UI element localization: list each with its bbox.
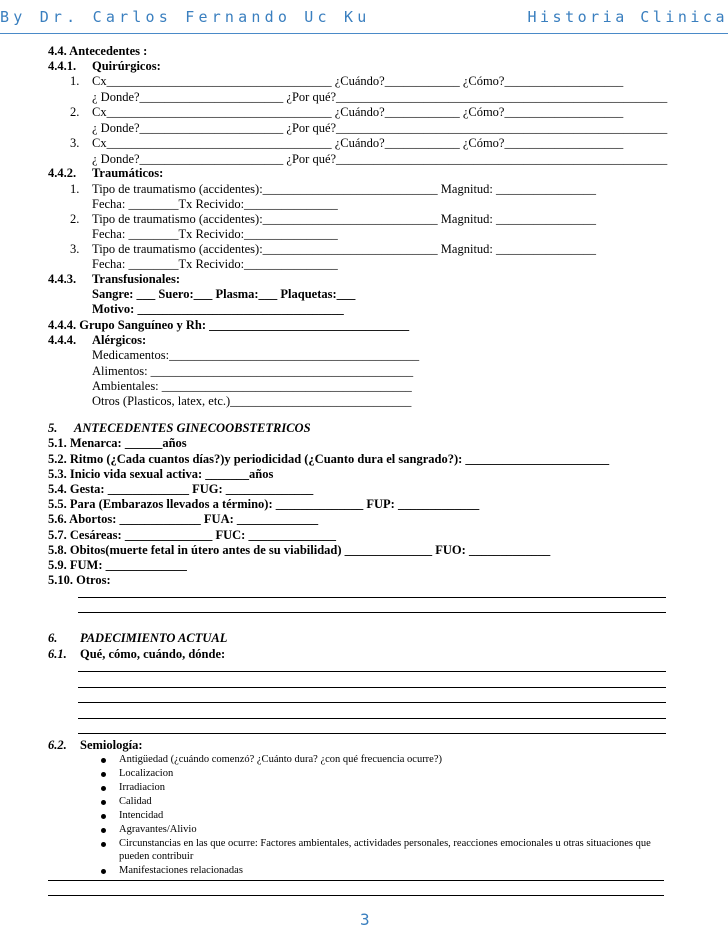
otros-write-line[interactable]	[78, 612, 666, 613]
semiologia-item: Antigüedad (¿cuándo comenzó? ¿Cuánto dura? ¿con qué frecuencia ocurre?)	[119, 754, 442, 765]
quirurgico-line-b[interactable]: ¿ Donde?_______________________ ¿Por qué?_____________________________________________________	[92, 90, 668, 104]
semiologia-item: Irradiacion	[119, 782, 166, 793]
traumatico-line-b[interactable]: Fecha: ________Tx Recivido:_______________	[92, 227, 338, 241]
gineco-gesta[interactable]: 5.4. Gesta: _____________ FUG: ______________	[48, 482, 314, 496]
section-alergicos-title: Alérgicos:	[92, 333, 147, 347]
padecimiento-write-line[interactable]	[78, 702, 666, 703]
gineco-abortos[interactable]: 5.6. Abortos: _____________ FUA: _____________	[48, 512, 319, 526]
alergico-alimentos[interactable]: Alimentos: __________________________________________	[92, 364, 414, 378]
bullet	[101, 800, 106, 805]
notes-write-line[interactable]	[48, 895, 664, 896]
alergico-medicamentos[interactable]: Medicamentos:________________________________________	[92, 348, 420, 362]
bullet	[101, 786, 106, 791]
semiologia-item: Intencidad	[119, 810, 164, 821]
bullet	[101, 814, 106, 819]
section-5-title: ANTECEDENTES GINECOOBSTETRICOS	[74, 421, 311, 435]
gineco-ivsa[interactable]: 5.3. Inicio vida sexual activa: _______años	[48, 467, 274, 481]
semiologia-item-cont: pueden contribuir	[119, 851, 194, 862]
notes-write-line[interactable]	[48, 880, 664, 881]
quirurgico-line-b[interactable]: ¿ Donde?_______________________ ¿Por qué?_____________________________________________________	[92, 152, 668, 166]
traumatico-line-a[interactable]: Tipo de traumatismo (accidentes):____________________________ Magnitud: ________________	[92, 182, 597, 196]
grupo-sanguineo[interactable]: 4.4.4. Grupo Sanguíneo y Rh: ________________________________	[48, 318, 410, 332]
traumatico-line-b[interactable]: Fecha: ________Tx Recivido:_______________	[92, 197, 338, 211]
page-number: 3	[360, 910, 370, 929]
header-title: Historia Clinica	[527, 8, 728, 26]
traumatico-num: 3.	[70, 242, 80, 256]
section-6-num: 6.	[48, 631, 58, 645]
gineco-ritmo[interactable]: 5.2. Ritmo (¿Cada cuantos días?)y periodicidad (¿Cuanto dura el sangrado?): _______________________	[48, 452, 610, 466]
header-author: By Dr. Carlos Fernando Uc Ku	[0, 8, 371, 26]
gineco-para[interactable]: 5.5. Para (Embarazos llevados a término): ______________ FUP: _____________	[48, 497, 480, 511]
section-4-4-3-title: Transfusionales:	[92, 272, 180, 286]
padecimiento-write-line[interactable]	[78, 687, 666, 688]
semiologia-item: Circunstancias en las que ocurre: Factores ambientales, actividades personales, reacciones emocionales u otras situaciones que	[119, 838, 651, 849]
semiologia-item: Agravantes/Alivio	[119, 824, 197, 835]
semiologia-item: Localizacion	[119, 768, 174, 779]
gineco-obitos[interactable]: 5.8. Obitos(muerte fetal in útero antes de su viabilidad) ______________ FUO: _____________	[48, 543, 551, 557]
traumatico-line-b[interactable]: Fecha: ________Tx Recivido:_______________	[92, 257, 338, 271]
quirurgico-line-a[interactable]: Cx____________________________________ ¿Cuándo?____________ ¿Cómo?___________________	[92, 136, 624, 150]
section-6-2-num: 6.2.	[48, 738, 67, 752]
quirurgico-line-b[interactable]: ¿ Donde?_______________________ ¿Por qué?_____________________________________________________	[92, 121, 668, 135]
gineco-fum[interactable]: 5.9. FUM: _____________	[48, 558, 187, 572]
semiologia-item: Manifestaciones relacionadas	[119, 865, 243, 876]
bullet	[101, 772, 106, 777]
quirurgico-num: 2.	[70, 105, 80, 119]
section-4-4-2-title: Traumáticos:	[92, 166, 164, 180]
section-4-4-3-num: 4.4.3.	[48, 272, 77, 286]
header-rule	[0, 33, 728, 34]
section-5-num: 5.	[48, 421, 58, 435]
semiologia-item: Calidad	[119, 796, 152, 807]
section-6-title: PADECIMIENTO ACTUAL	[80, 631, 228, 645]
bullet	[101, 758, 106, 763]
gineco-menarca[interactable]: 5.1. Menarca: ______años	[48, 436, 187, 450]
bullet	[101, 828, 106, 833]
padecimiento-write-line[interactable]	[78, 718, 666, 719]
transfusion-components[interactable]: Sangre: ___ Suero:___ Plasma:___ Plaquetas:___	[92, 287, 356, 301]
quirurgico-num: 1.	[70, 74, 80, 88]
quirurgico-line-a[interactable]: Cx____________________________________ ¿Cuándo?____________ ¿Cómo?___________________	[92, 74, 624, 88]
bullet	[101, 842, 106, 847]
transfusion-motivo[interactable]: Motivo: _________________________________	[92, 302, 344, 316]
traumatico-line-a[interactable]: Tipo de traumatismo (accidentes):____________________________ Magnitud: ________________	[92, 242, 597, 256]
padecimiento-write-line[interactable]	[78, 671, 666, 672]
padecimiento-write-line[interactable]	[78, 733, 666, 734]
gineco-otros: 5.10. Otros:	[48, 573, 111, 587]
section-6-1-title: Qué, cómo, cuándo, dónde:	[80, 647, 226, 661]
section-4-4-1-num: 4.4.1.	[48, 59, 77, 73]
section-4-4-2-num: 4.4.2.	[48, 166, 77, 180]
section-alergicos-num: 4.4.4.	[48, 333, 77, 347]
quirurgico-num: 3.	[70, 136, 80, 150]
quirurgico-line-a[interactable]: Cx____________________________________ ¿Cuándo?____________ ¿Cómo?___________________	[92, 105, 624, 119]
section-4-4-1-title: Quirúrgicos:	[92, 59, 161, 73]
traumatico-num: 1.	[70, 182, 80, 196]
traumatico-num: 2.	[70, 212, 80, 226]
alergico-otros[interactable]: Otros (Plasticos, latex, etc.)_____________________________	[92, 394, 412, 408]
gineco-cesareas[interactable]: 5.7. Cesáreas: ______________ FUC: ______________	[48, 528, 336, 542]
otros-write-line[interactable]	[78, 597, 666, 598]
bullet	[101, 869, 106, 874]
traumatico-line-a[interactable]: Tipo de traumatismo (accidentes):____________________________ Magnitud: ________________	[92, 212, 597, 226]
section-4-4-title: 4.4. Antecedentes :	[48, 44, 148, 58]
section-6-2-title: Semiología:	[80, 738, 143, 752]
section-6-1-num: 6.1.	[48, 647, 67, 661]
alergico-ambientales[interactable]: Ambientales: ________________________________________	[92, 379, 412, 393]
